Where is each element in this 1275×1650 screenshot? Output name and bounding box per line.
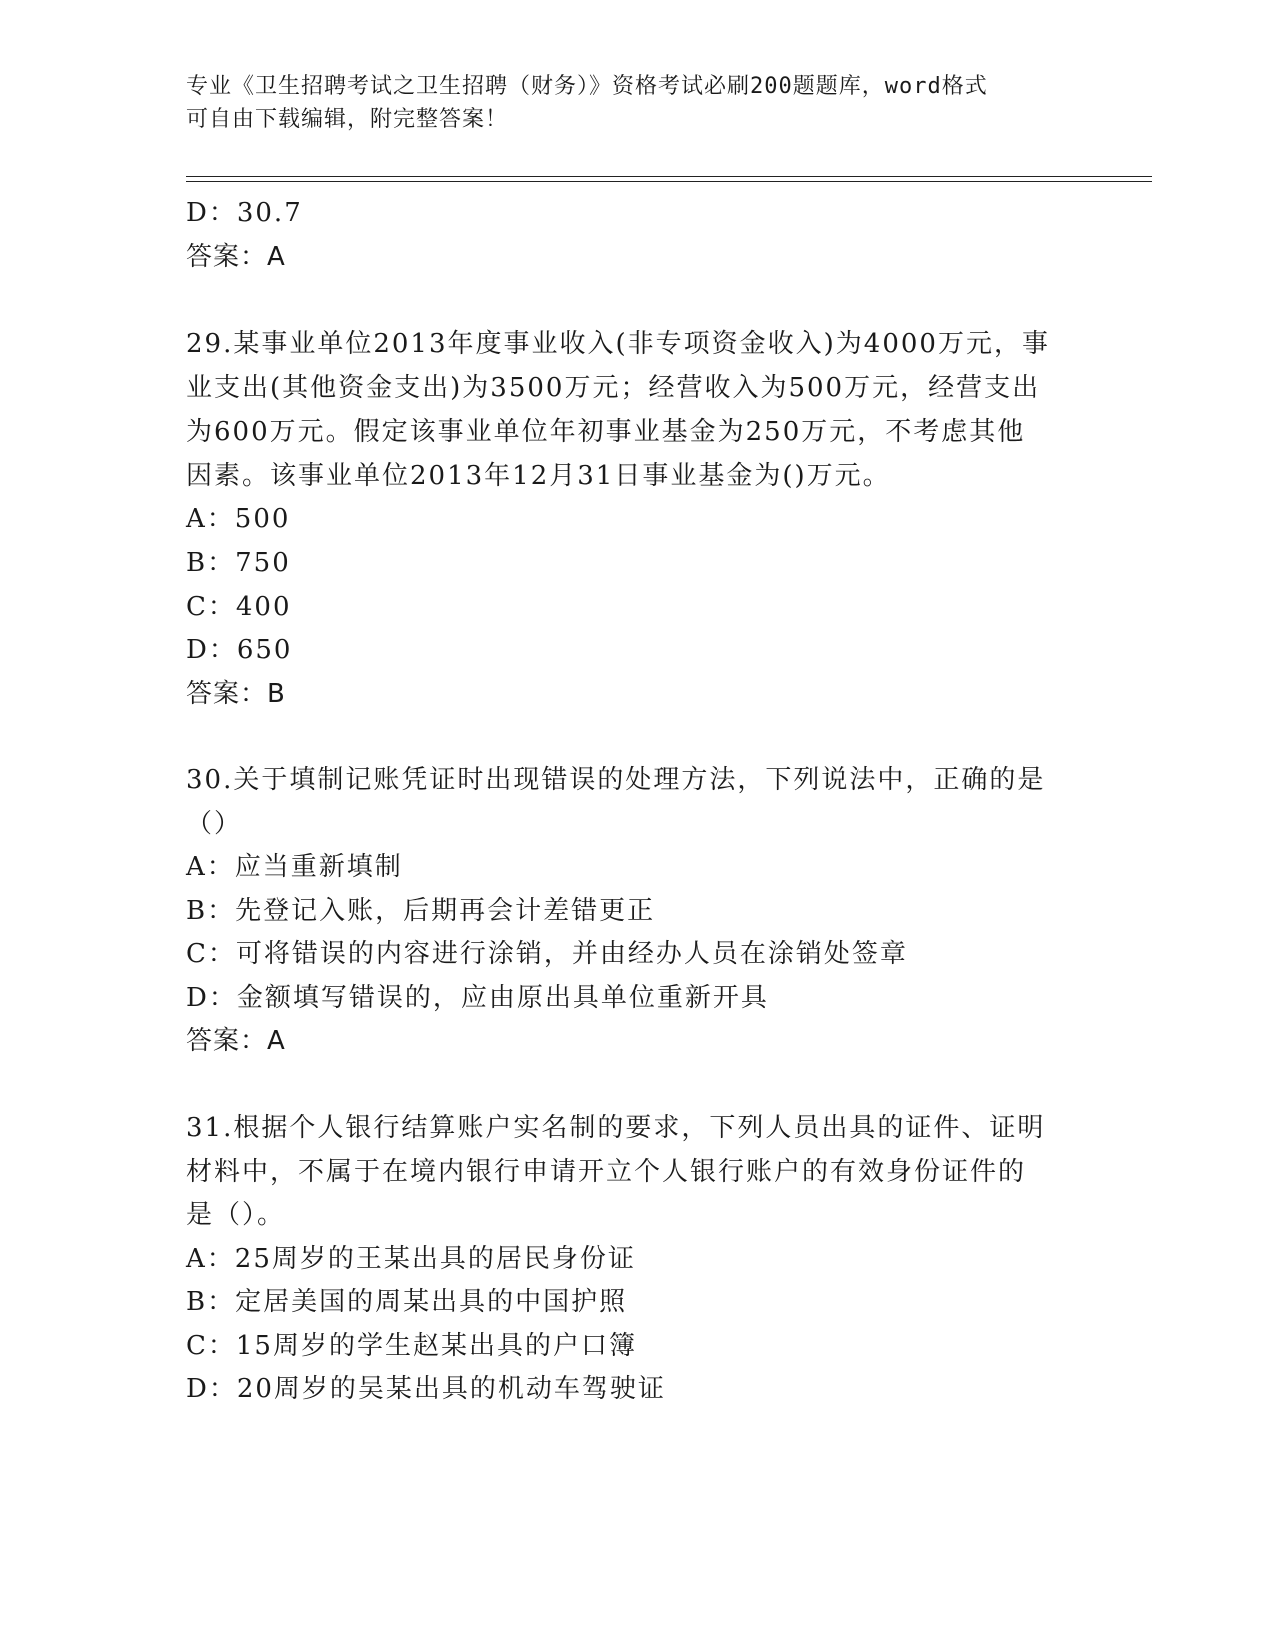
q31-stem-line-3: 是（）。 (186, 1200, 286, 1230)
prev-answer: 答案：A (186, 242, 286, 272)
q29-stem-line-2: 业支出(其他资金支出)为3500万元；经营收入为500万元，经营支出 (186, 373, 1041, 403)
q31-option-d: D：20周岁的吴某出具的机动车驾驶证 (186, 1374, 666, 1404)
q29-answer: 答案：B (186, 679, 286, 709)
q30-stem-line-1: 30.关于填制记账凭证时出现错误的处理方法，下列说法中，正确的是 (186, 765, 1046, 795)
q30-option-d: D：金额填写错误的，应由原出具单位重新开具 (186, 983, 769, 1013)
q30-stem-line-2: （） (186, 809, 243, 839)
q31-option-b: B：定居美国的周某出具的中国护照 (186, 1287, 628, 1317)
q29-option-b: B：750 (186, 548, 291, 578)
q30-option-b: B：先登记入账，后期再会计差错更正 (186, 896, 656, 926)
q31-stem-line-1: 31.根据个人银行结算账户实名制的要求，下列人员出具的证件、证明 (186, 1113, 1046, 1143)
q30-option-a: A：应当重新填制 (186, 852, 403, 882)
q29-option-a: A：500 (186, 504, 291, 534)
q30-answer: 答案：A (186, 1026, 286, 1056)
q29-stem-line-3: 为600万元。假定该事业单位年初事业基金为250万元，不考虑其他 (186, 417, 1026, 447)
q31-option-c: C：15周岁的学生赵某出具的户口簿 (186, 1331, 637, 1361)
header-divider-top (186, 176, 1152, 177)
q30-option-c: C：可将错误的内容进行涂销，并由经办人员在涂销处签章 (186, 939, 908, 969)
q29-stem-line-4: 因素。该事业单位2013年12月31日事业基金为()万元。 (186, 461, 891, 491)
q29-stem-line-1: 29.某事业单位2013年度事业收入(非专项资金收入)为4000万元，事 (186, 329, 1050, 359)
document-header (186, 70, 1086, 136)
header-title-line-2: 可自由下载编辑，附完整答案！ (186, 107, 509, 132)
header-title-line-1: 专业《卫生招聘考试之卫生招聘（财务）》资格考试必刷200题题库，word格式 (186, 74, 988, 99)
header-divider-bottom (186, 181, 1152, 182)
q31-stem-line-2: 材料中，不属于在境内银行申请开立个人银行账户的有效身份证件的 (186, 1157, 1027, 1187)
q31-option-a: A：25周岁的王某出具的居民身份证 (186, 1244, 636, 1274)
q29-option-d: D：650 (186, 635, 293, 665)
prev-option-d: D：30.7 (186, 198, 303, 228)
q29-option-c: C：400 (186, 592, 292, 622)
